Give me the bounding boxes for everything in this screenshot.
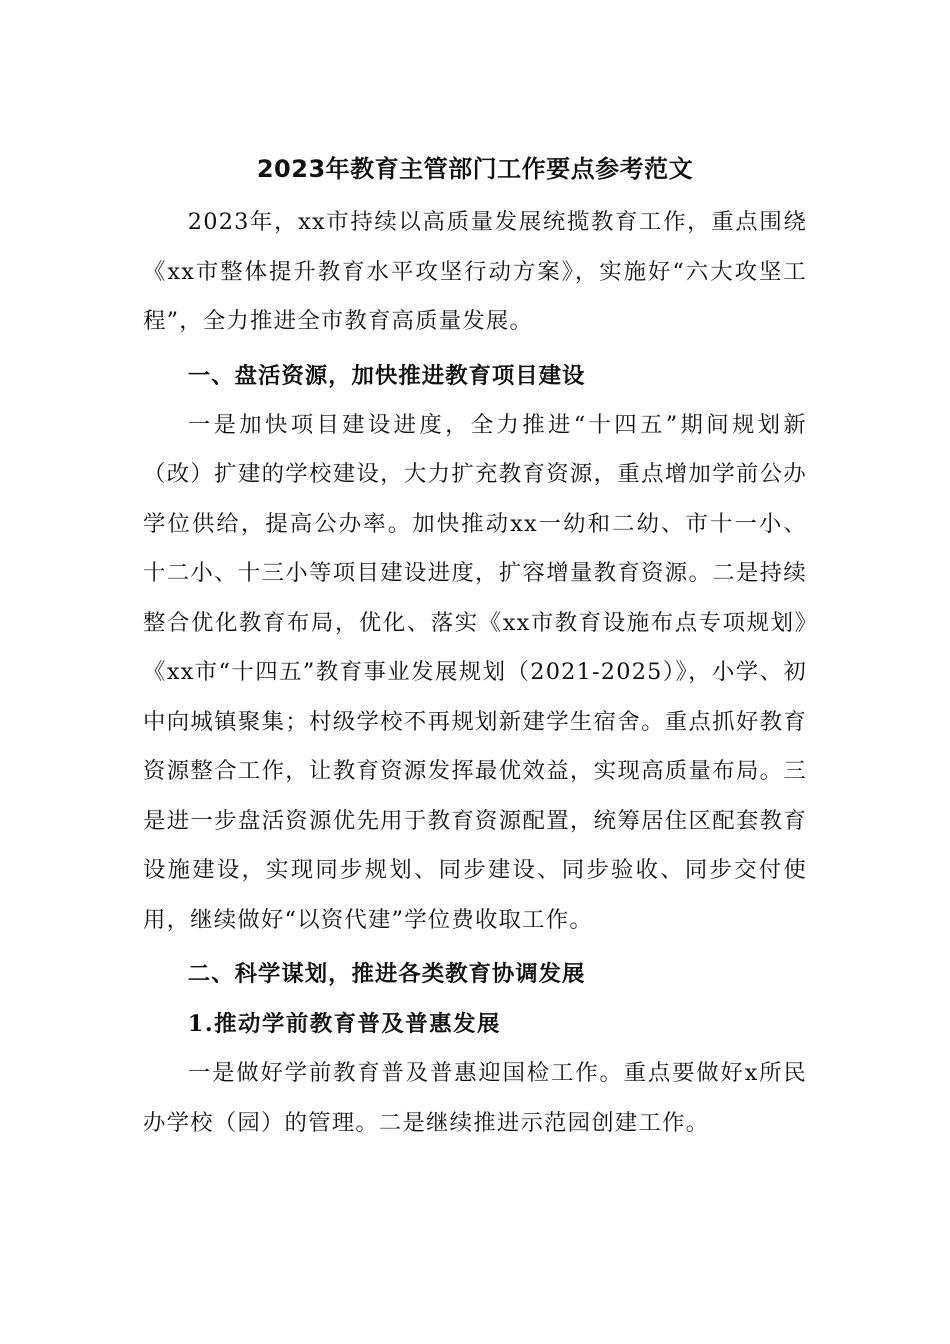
section-2-paragraph: 一是做好学前教育普及普惠迎国检工作。重点要做好x所民办学校（园）的管理。二是继续推进示范园创建工作。 <box>143 1060 807 1136</box>
document-body <box>143 150 807 1148</box>
section-2-subheading: 1.推动学前教育普及普惠发展 <box>187 1011 501 1037</box>
document-title: 2023年教育主管部门工作要点参考范文 <box>256 155 694 183</box>
section-1-heading: 一、盘活资源，加快推进教育项目建设 <box>187 362 586 389</box>
section-1-paragraph: 一是加快项目建设进度，全力推进“十四五”期间规划新（改）扩建的学校建设，大力扩充教育资源，重点增加学前公办学位供给，提高公办率。加快推动xx一幼和二幼、市十一小、十二小、十三小等项目建设进度，扩容增量教育资源。二是持续整合优化教育布局，优化、落实《xx市教育设施布点专项规划》《xx市“十四五”教育事业发展规划（2021-2025）》，小学、初中向城镇聚集；村级学校不再规划新建学生宿舍。重点抓好教育资源整合工作，让教育资源发挥最优效益，实现高质量布局。三是进一步盘活资源优先用于教育资源配置，统筹居住区配套教育设施建设，实现同步规划、同步建设、同步验收、同步交付使用，继续做好“以资代建”学位费收取工作。 <box>143 411 807 933</box>
intro-paragraph: 2023年，xx市持续以高质量发展统揽教育工作，重点围绕《xx市整体提升教育水平攻坚行动方案》，实施好“六大攻坚工程”，全力推进全市教育高质量发展。 <box>143 209 807 334</box>
section-2-heading: 二、科学谋划，推进各类教育协调发展 <box>187 961 586 987</box>
